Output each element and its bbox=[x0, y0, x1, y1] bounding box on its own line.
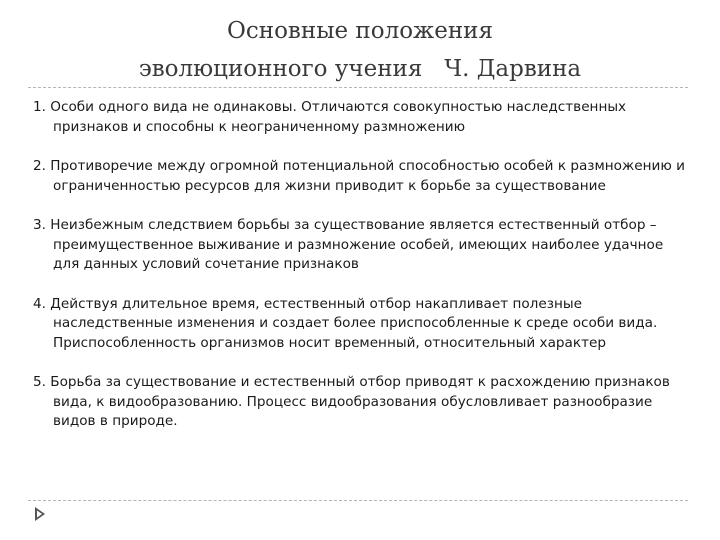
triangle-right-icon bbox=[33, 506, 47, 522]
list-item: 2. Противоречие между огромной потенциальной способностью особей к размножению и ограниченностью ресурсов для жизни приводит к борьбе за существование bbox=[33, 158, 685, 194]
list-item: 4. Действуя длительное время, естественный отбор накапливает полезные наследственные изменения и создает более приспособленные к среде особи вида. Приспособленность организмов носит временный, относительный характер bbox=[33, 295, 658, 351]
list-item: 3. Неизбежным следствием борьбы за существование является естественный отбор – преимущественное выживание и размножение особей, имеющих наиболее удачное для данных условий сочетание признаков bbox=[33, 217, 664, 272]
top-divider bbox=[28, 87, 688, 88]
bottom-divider bbox=[28, 500, 688, 501]
slide-title bbox=[0, 12, 720, 88]
title-line-1: Основные положения bbox=[227, 18, 493, 44]
list-item: 1. Особи одного вида не одинаковы. Отличаются совокупностью наследственных признаков и способны к неограниченному размножению bbox=[33, 99, 627, 135]
title-line-2: эволюционного учения Ч. Дарвина bbox=[138, 56, 582, 82]
principles-list bbox=[33, 98, 693, 452]
list-item: 5. Борьба за существование и естественный отбор приводят к расхождению признаков вида, к видообразованию. Процесс видообразования обусловливает разнообразие видов в природе. bbox=[33, 374, 670, 429]
